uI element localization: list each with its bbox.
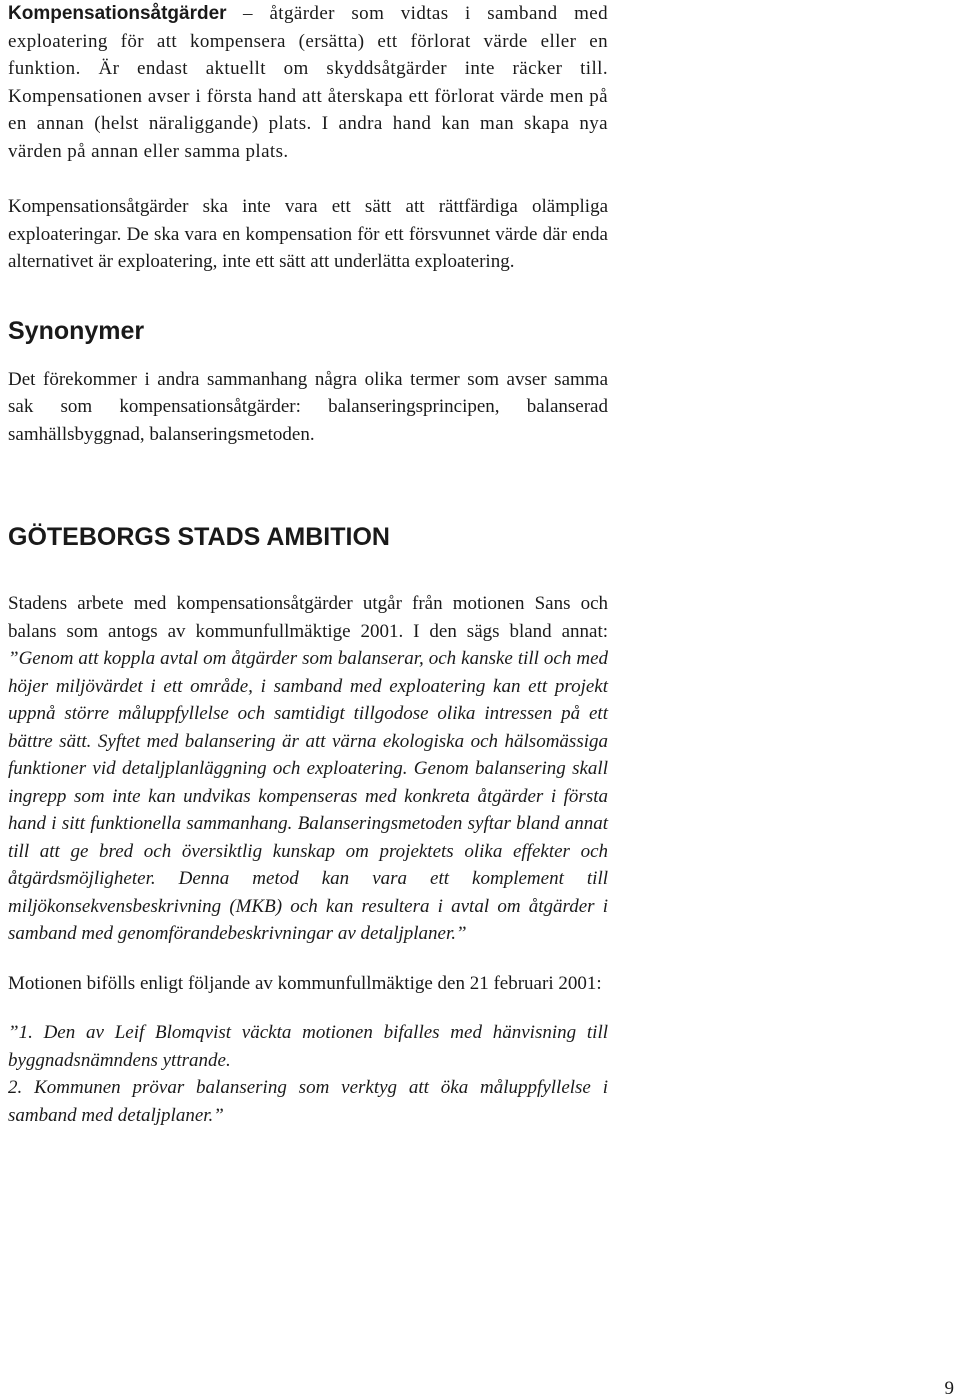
definition-text: – åtgärder som vidtas i samband med exploatering för att kompensera (ersätta) ett förlorat värde eller en funktion. Är endast aktuellt om skyddsåtgärder inte räcker till. Kompensationen avser i första hand att återskapa ett förlorat värde men på en annan (helst näraliggande) plats. I andra hand kan man skapa nya värden på annan eller samma plats. [8,3,608,162]
decision-item-2-text: 2. Kommunen prövar balansering som verktyg att öka måluppfyllelse i samband med detaljplaner.” [8,1077,608,1126]
synonymer-paragraph: Det förekommer i andra sammanhang några olika termer som avser samma sak som kompensationsåtgärder: balanseringsprincipen, balanserad samhällsbyggnad, balanseringsmetoden. [8,368,608,445]
motion-paragraph: Motionen bifölls enligt följande av kommunfullmäktige den 21 februari 2001: [8,972,602,994]
ambition-paragraph [8,590,608,948]
decision-item-1 [8,1019,608,1074]
ambition-intro: Stadens arbete med kompensationsåtgärder utgår från motionen Sans och balans som antogs av kommunfullmäktige 2001. I den sägs bland annat: [8,593,608,642]
compensation-purpose-paragraph: Kompensationsåtgärder ska inte vara ett sätt att rättfärdiga olämpliga exploateringar. De ska vara en kompensation för ett försvunnet värde där enda alternativet är exploatering, inte ett sätt att underlätta exploatering. [8,196,608,272]
definition-term: Kompensationsåtgärder [8,3,227,24]
ambition-quote: ”Genom att koppla avtal om åtgärder som balanserar, och kanske till och med höjer miljövärdet i ett område, i samband med exploatering kan ett projekt uppnå större måluppfyllelse och samtidigt tillgodose olika intressen på ett bättre sätt. Syftet med balansering är att värna ekologiska och hälsomässiga funktioner vid detaljplanläggning och exploatering. Genom balansering skall ingrepp som inte kan undvikas kompenseras med konkreta åtgärder i första hand i sitt funktionella sammanhang. Balanseringsmetoden syftar bland annat till att ge bred och översiktlig kunskap om projektets olika effekter och åtgärdsmöjligheter. Denna metod kan vara ett komplement till miljökonsekvensbeskrivning (MKB) och kan resultera i avtal om åtgärder i samband med genomförandebeskrivningar av detaljplaner.” [8,648,608,944]
decision-item-1-text: ”1. Den av Leif Blomqvist väckta motionen bifalles med hänvisning till byggnadsnämndens yttrande. [8,1022,608,1071]
text-column [8,0,608,1129]
synonymer-heading: Synonymer [8,316,145,345]
decision-item-2 [8,1074,608,1129]
definition-paragraph [8,0,608,165]
page-number: 9 [944,1378,954,1399]
ambition-heading: GÖTEBORGS STADS AMBITION [8,523,390,551]
